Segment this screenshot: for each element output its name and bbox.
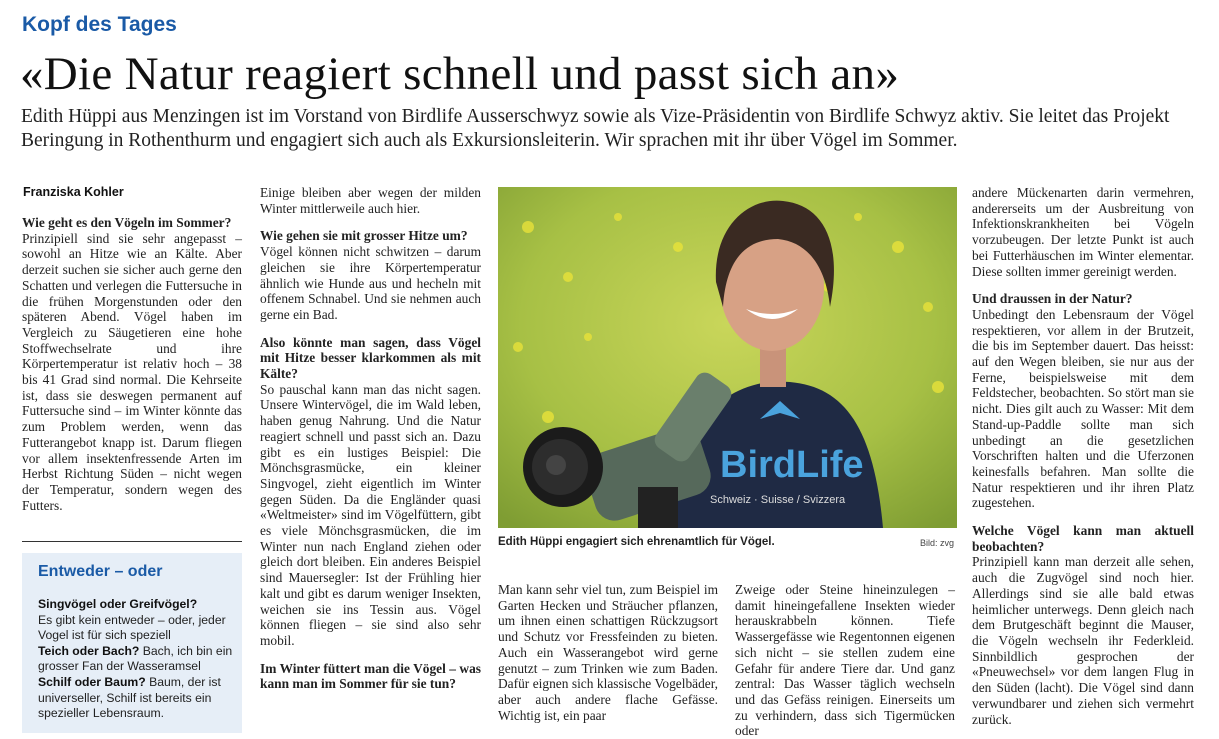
column-divider — [22, 541, 242, 542]
article-lead: Edith Hüppi aus Menzingen ist im Vorstand von Birdlife Ausserschwyz sowie als Vize-Präsidentin von Birdlife Schwyz aktiv. Sie leitet das Projekt Beringung in Rothenthurm und engagiert sich auch als Exkursionsleiterin. Wir sprachen mit ihr über Vögel im Sommer. — [21, 106, 1170, 151]
interview-answer: Unbedingt den Lebensraum der Vögel respektieren, vor allem in der Brutzeit, die bis im September dauert. Das heisst: auf den Wegen bleiben, sie nur aus der Ferne, beispielsweise mit dem Feldstecher, beobachten. So stört man sie nicht. Dies gilt auch zu Wasser: Mit dem Stand-up-Paddle sollte man sich unbedingt an die gesetzlichen Vorschriften halten und die Uferzonen keinesfalls befahren. Man sollte die Natur respektieren und ihr ihren Platz zugestehen. — [972, 306, 1194, 511]
infobox-answer: Bach, ich bin ein grosser Fan der Wasseramsel — [38, 643, 233, 674]
interview-answer: Man kann sehr viel tun, zum Beispiel im Garten Hecken und Sträucher pflanzen, um ihnen einen schattigen Rückzugsort und Schutz vor Fressfeinden zu bieten. Auch ein Wasserangebot wird gerne genutzt – zum Trinken wie zum Baden. Dafür eignen sich klassische Vogelbäder, aber auch andere flache Gefässe. Wichtig ist, ein paar — [498, 582, 718, 723]
photo-credit: Bild: zvg — [920, 538, 955, 548]
infobox-answer: Baum, der ist universeller, Schilf ist bereits ein spezieller Lebensraum. — [38, 674, 221, 721]
section-rubric: Kopf des Tages — [22, 13, 177, 36]
infobox-body — [38, 597, 238, 722]
infobox-entweder-oder — [22, 553, 242, 733]
interview-answer: Prinzipiell kann man derzeit alle sehen, auch die Zugvögel sind noch hier. Allerdings sind sie alle bald etwas heimlicher unterwegs. Denn gleich nach dem Brutgeschäft beginnt die Mauser, die Vögeln wechseln ihr Federkleid. Sinnbildlich gesprochen der «Pneuwechsel» vor dem langen Flug in den Süden (lacht). Die Vögel sind dann verwundbarer und ziehen sich vermehrt zurück. — [972, 554, 1194, 727]
portrait-photo — [498, 187, 957, 528]
infobox-question: Singvögel oder Greifvögel? — [38, 597, 198, 611]
interview-answer: Einige bleiben aber wegen der milden Winter mittlerweile auch hier. — [260, 185, 481, 216]
infobox-question: Teich oder Bach? — [38, 643, 140, 658]
shirt-logo-text: BirdLife — [720, 444, 864, 486]
column-2 — [260, 185, 481, 692]
column-5 — [972, 185, 1194, 727]
interview-question: Wie geht es den Vögeln im Sommer? — [22, 215, 232, 230]
photo-caption: Edith Hüppi engagiert sich ehrenamtlich für Vögel. — [498, 536, 775, 548]
column-4 — [735, 582, 955, 739]
infobox-title: Entweder – oder — [38, 563, 163, 580]
shirt-logo-subtext: Schweiz · Suisse / Svizzera — [710, 494, 846, 506]
author-byline: Franziska Kohler — [23, 185, 124, 199]
interview-question: Und draussen in der Natur? — [972, 291, 1133, 307]
interview-answer: So pauschal kann man das nicht sagen. Unsere Wintervögel, die im Wald leben, haben genug Nahrung. Und die Natur reagiert schnell und passt sich an. Dazu gibt es ein lustiges Beispiel: Die Mönchsgrasmücke, ein kleiner Singvogel, zieht eigentlich im Winter gegen Süden. Da die Engländer quasi «Weltmeister» sind im Vögelfüttern, gibt es viele Mönchsgrasmücken, die im Winter nun nach England ziehen oder gleich dort bleiben. Ein anderes Beispiel sind Mauersegler: Ist der Frühling hier kalt und gibt es darum weniger Insekten, weichen sie ins Tessin aus. Vögel können fliegen – sie sind also sehr mobil. — [260, 381, 481, 648]
interview-question: Im Winter füttert man die Vögel – was kann man im Sommer für sie tun? — [260, 660, 481, 692]
article-headline: «Die Natur reagiert schnell und passt sich an» — [20, 48, 900, 100]
interview-answer: andere Mückenarten darin vermehren, andererseits um der Ausbreitung von Infektionskrankheiten bei Vögeln vorzubeugen. Der letzte Punkt ist auch bei Futterhäuschen im Winter elementar. Diese sollten immer gereinigt werden. — [972, 185, 1194, 279]
column-3 — [498, 582, 718, 723]
interview-answer: Zweige oder Steine hineinzulegen – damit hineingefallene Insekten wieder herauskrabbeln können. Tiefe Wassergefässe wie Regentonnen eigenen sich nicht – sie stellen zudem eine Gefahr für andere Tiere dar. Und ganz zentral: Das Wasser täglich wechseln und das Gefäss reinigen. Einerseits um zu verhindern, dass sich Tigermücken oder — [735, 582, 955, 739]
column-1 — [22, 215, 242, 513]
interview-answer: Vögel können nicht schwitzen – darum gleichen sie ihre Körpertemperatur ähnlich wie Hunde aus und hecheln mit offenem Schnabel. Und sie nehmen auch gerne ein Bad. — [260, 244, 481, 322]
infobox-question: Schilf oder Baum? — [38, 674, 146, 689]
interview-answer: Prinzipiell sind sie sehr angepasst – sowohl an Hitze wie an Kälte. Aber derzeit suchen sie sicher auch gerne den Schatten und verlegen die Futtersuche in die frühen Morgenstunden oder den späteren Abend. Vögel haben im Vergleich zu Säugetieren eine hohe Stoffwechselrate und ihre Körpertemperatur ist relativ hoch – 38 bis 41 Grad sind normal. Die Kehrseite ist, dass sie deswegen permanent auf Futtersuche sind – im Winter könnte das zum Problem werden, wenn das Futterangebot knapp ist. Darum fliegen vor allem insektenfressende Arten im Herbst Richtung Süden – nicht wegen der Temperatur, sondern wegen des Futters. — [22, 230, 242, 513]
interview-question: Wie gehen sie mit grosser Hitze um? — [260, 228, 468, 244]
interview-question: Welche Vögel kann man aktuell beobachten? — [972, 523, 1194, 554]
interview-question: Also könnte man sagen, dass Vögel mit Hitze besser klarkommen als mit Kälte? — [260, 334, 481, 382]
infobox-answer: Es gibt kein entweder – oder, jeder Vogel ist für sich speziell — [38, 612, 226, 643]
